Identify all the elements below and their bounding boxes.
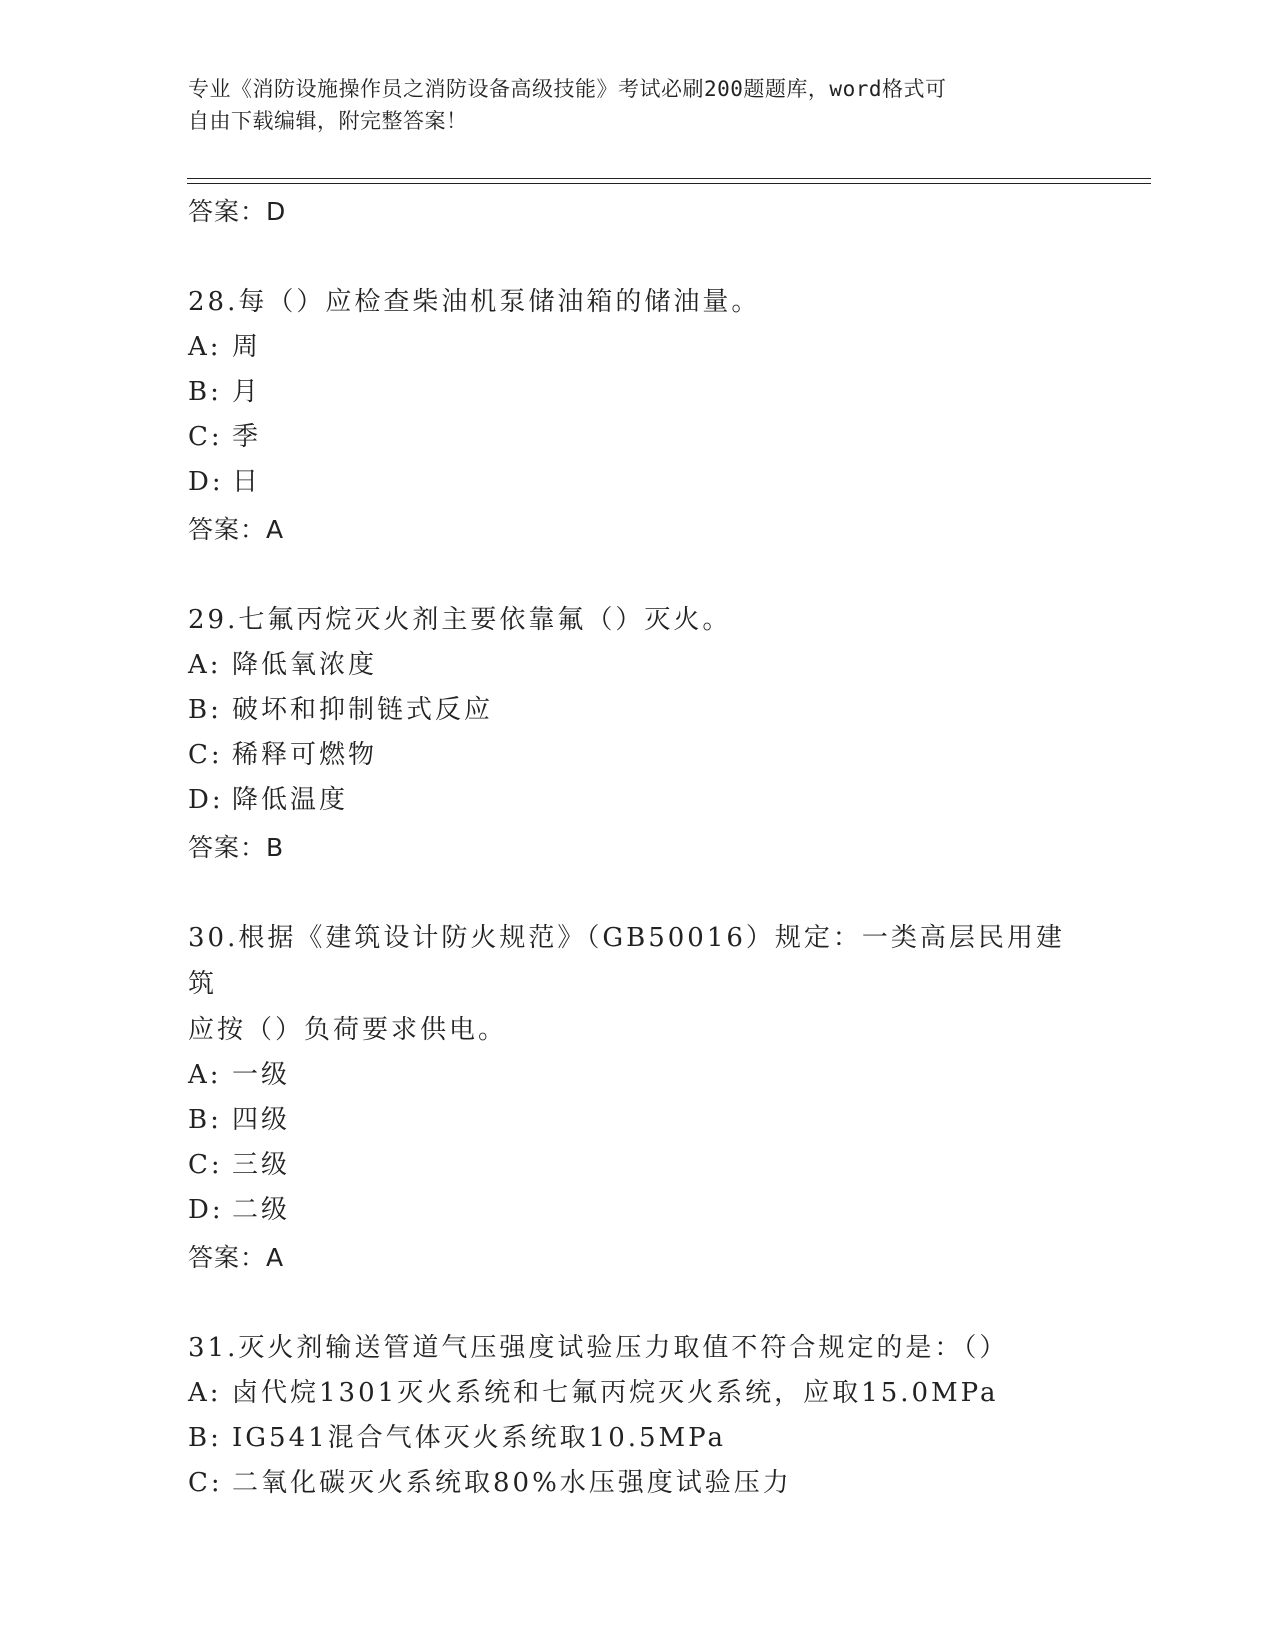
option-letter: B:: [188, 1105, 222, 1135]
question-stem-line: 28.每（）应检查柴油机泵储油箱的储油量。: [188, 287, 761, 317]
option-letter: B:: [188, 1423, 222, 1453]
question-stem: [188, 915, 1068, 1053]
question-stem-line: 应按（）负荷要求供电。: [188, 1015, 508, 1045]
spacer: [188, 1283, 1148, 1325]
header-divider-bottom: [187, 183, 1151, 184]
option-text: 二氧化碳灭火系统取80%水压强度试验压力: [232, 1468, 792, 1498]
option-letter: A:: [188, 650, 222, 680]
option-letter: A:: [188, 332, 222, 362]
option-text: 一级: [232, 1060, 291, 1090]
spacer: [188, 237, 1148, 279]
option-text: 稀释可燃物: [232, 740, 378, 770]
option-a: [188, 1053, 1148, 1098]
option-text: 日: [232, 467, 262, 497]
option-letter: A:: [188, 1378, 222, 1408]
option-text: 二级: [232, 1195, 291, 1225]
option-letter: B:: [188, 377, 222, 407]
header-line-2: 自由下载编辑，附完整答案！: [188, 109, 468, 133]
option-c: [188, 415, 1148, 460]
answer-line: 答案：D: [188, 197, 287, 226]
option-letter: C:: [188, 1150, 223, 1180]
option-letter: C:: [188, 422, 223, 452]
option-letter: A:: [188, 1060, 222, 1090]
option-c: [188, 1461, 1148, 1506]
question-30: [188, 915, 1148, 1233]
option-c: [188, 1143, 1148, 1188]
option-text: 周: [232, 332, 262, 362]
option-letter: C:: [188, 1468, 223, 1498]
question-stem-line: 31.灭火剂输送管道气压强度试验压力取值不符合规定的是：（）: [188, 1333, 1009, 1363]
question-stem-line: 29.七氟丙烷灭火剂主要依靠氟（）灭火。: [188, 605, 732, 635]
spacer: [188, 873, 1148, 915]
answer-line: 答案：A: [188, 1243, 285, 1272]
question-stem: [188, 1325, 1068, 1371]
question-29: [188, 597, 1148, 823]
option-letter: B:: [188, 695, 222, 725]
option-b: [188, 370, 1148, 415]
option-text: 降低氧浓度: [232, 650, 378, 680]
answer-line: 答案：A: [188, 515, 285, 544]
option-a: [188, 1371, 1148, 1416]
option-text: 四级: [232, 1105, 291, 1135]
option-d: [188, 460, 1148, 505]
option-letter: D:: [188, 1195, 224, 1225]
question-28: [188, 279, 1148, 505]
option-b: [188, 1098, 1148, 1143]
option-letter: C:: [188, 740, 223, 770]
question-list: [188, 187, 1148, 1506]
option-text: 破坏和抑制链式反应: [232, 695, 494, 725]
option-c: [188, 733, 1148, 778]
option-text: 卤代烷1301灭火系统和七氟丙烷灭火系统，应取15.0MPa: [232, 1378, 999, 1408]
option-text: 月: [232, 377, 262, 407]
option-text: 三级: [232, 1150, 291, 1180]
option-b: [188, 1416, 1148, 1461]
option-letter: D:: [188, 467, 224, 497]
option-b: [188, 688, 1148, 733]
option-letter: D:: [188, 785, 224, 815]
document-header: [188, 73, 1068, 137]
option-d: [188, 778, 1148, 823]
header-divider-top: [187, 178, 1151, 179]
option-text: IG541混合气体灭火系统取10.5MPa: [232, 1423, 727, 1453]
question-stem: [188, 279, 1068, 325]
question-stem-line: 30.根据《建筑设计防火规范》（GB50016）规定：一类高层民用建筑: [188, 923, 1065, 999]
option-a: [188, 643, 1148, 688]
option-text: 降低温度: [232, 785, 349, 815]
option-a: [188, 325, 1148, 370]
answer-line: 答案：B: [188, 833, 285, 862]
question-stem: [188, 597, 1068, 643]
option-d: [188, 1188, 1148, 1233]
option-text: 季: [232, 422, 262, 452]
header-line-1: 专业《消防设施操作员之消防设备高级技能》考试必刷200题题库，word格式可: [188, 77, 947, 101]
spacer: [188, 555, 1148, 597]
question-31: [188, 1325, 1148, 1506]
